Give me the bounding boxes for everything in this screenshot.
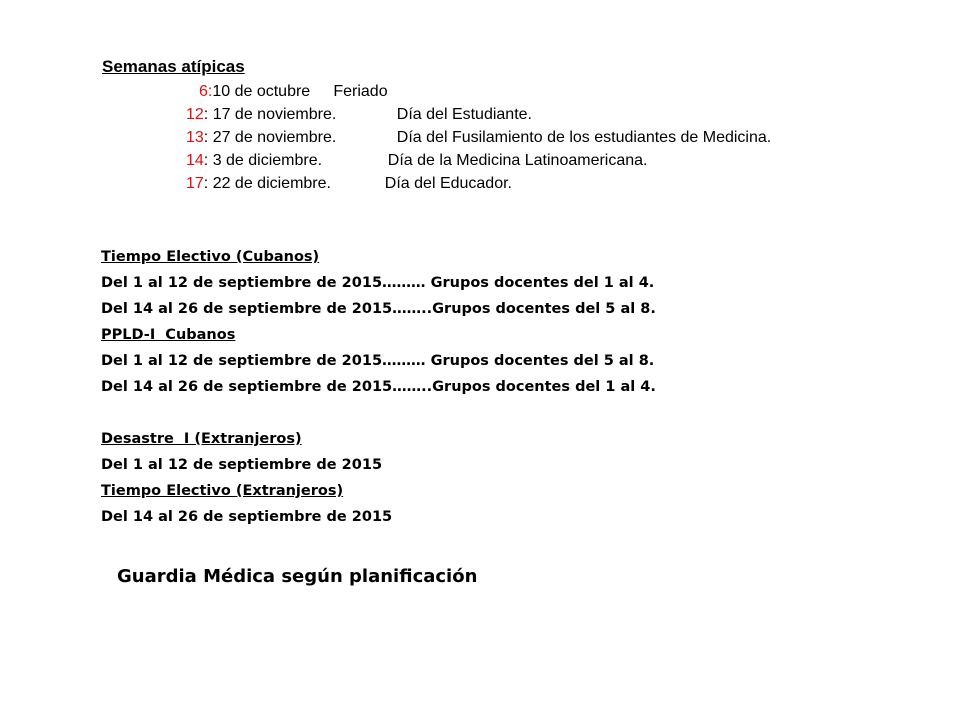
- week-description: Día del Estudiante.: [396, 106, 532, 123]
- week-date: : 22 de diciembre.: [203, 175, 331, 192]
- guardia-medica-note: Guardia Médica según planificación: [117, 566, 478, 587]
- week-number: 12: [186, 106, 204, 123]
- week-date: 10 de octubre: [212, 83, 311, 100]
- te-cubanos-title: Tiempo Electivo (Cubanos): [101, 249, 320, 265]
- te-extranjeros-title: Tiempo Electivo (Extranjeros): [101, 483, 344, 499]
- week-number: 17: [186, 175, 204, 192]
- week-date: : 3 de diciembre.: [203, 152, 323, 169]
- desastre-line: Del 1 al 12 de septiembre de 2015: [101, 457, 383, 473]
- week-row: [102, 172, 771, 195]
- ppld-title: PPLD-I Cubanos: [101, 327, 236, 343]
- spacer: [101, 400, 656, 426]
- week-number: 13: [186, 129, 204, 146]
- ppld-line-2: Del 14 al 26 de septiembre de 2015……..Grupos docentes del 1 al 4.: [101, 379, 656, 395]
- atypical-weeks-section: [102, 56, 771, 195]
- week-description: Día del Fusilamiento de los estudiantes de Medicina.: [396, 129, 772, 146]
- week-number: 6:: [199, 83, 213, 100]
- te-extranjeros-line: Del 14 al 26 de septiembre de 2015: [101, 509, 393, 525]
- week-date: : 17 de noviembre.: [203, 106, 337, 123]
- ppld-line-1: Del 1 al 12 de septiembre de 2015……… Grupos docentes del 5 al 8.: [101, 353, 655, 369]
- desastre-title: Desastre I (Extranjeros): [101, 431, 302, 447]
- week-date: : 27 de noviembre.: [203, 129, 337, 146]
- week-description: Feriado: [333, 83, 388, 100]
- week-description: Día del Educador.: [384, 175, 512, 192]
- week-number: 14: [186, 152, 204, 169]
- te-cubanos-line-2: Del 14 al 26 de septiembre de 2015……..Grupos docentes del 5 al 8.: [101, 301, 656, 317]
- atypical-weeks-title: Semanas atípicas: [102, 57, 245, 76]
- week-description: Día de la Medicina Latinoamericana.: [387, 152, 648, 169]
- schedule-section: [101, 244, 656, 530]
- week-row: [102, 126, 771, 149]
- week-row: [102, 103, 771, 126]
- week-row: [102, 149, 771, 172]
- week-row: [102, 80, 771, 103]
- te-cubanos-line-1: Del 1 al 12 de septiembre de 2015……… Grupos docentes del 1 al 4.: [101, 275, 655, 291]
